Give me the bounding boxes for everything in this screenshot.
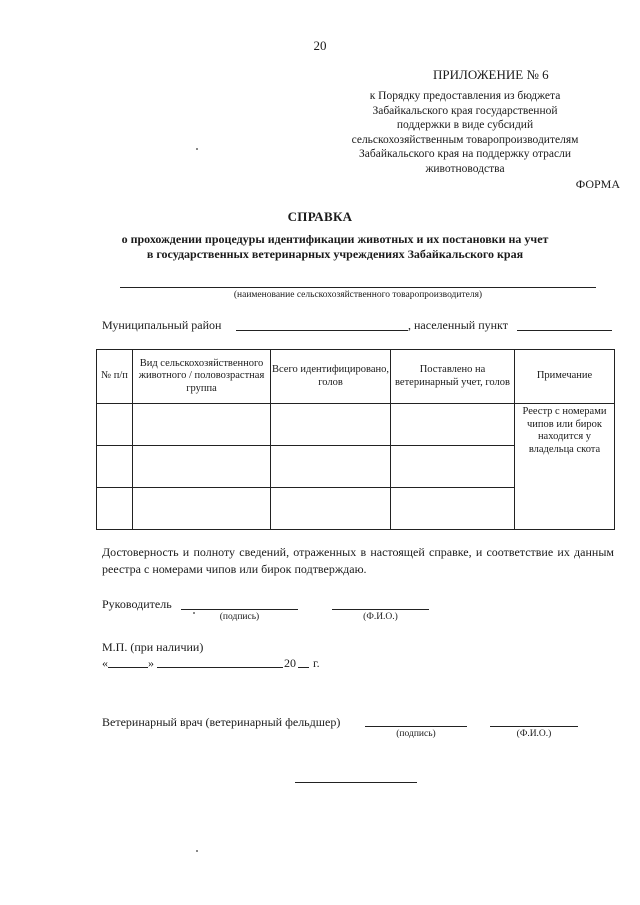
vet-label: Ветеринарный врач (ветеринарный фельдшер): [102, 715, 341, 729]
confirmation-text: Достоверность и полноту сведений, отраженных в настоящей справке, и соответствие их данным реестра с номерами чипов или бирок подтверждаю.: [102, 545, 614, 576]
table-cell[interactable]: [391, 404, 515, 446]
locality-field[interactable]: [517, 330, 612, 331]
order-line: животноводства: [425, 162, 505, 175]
table-cell[interactable]: [133, 446, 271, 488]
note-cell: Реестр с номерами чипов или бирок находится у владельца скота: [515, 404, 615, 530]
date-month-field[interactable]: [157, 667, 283, 668]
date-year-field[interactable]: [298, 667, 309, 668]
year-prefix: 20: [284, 656, 296, 670]
head-signature-field[interactable]: [181, 609, 298, 610]
vet-signature-caption: (подпись): [396, 729, 436, 739]
vet-fio-caption: (Ф.И.О.): [516, 729, 552, 739]
order-line: сельскохозяйственным товаропроизводителям: [351, 133, 579, 146]
date-day-field[interactable]: [108, 667, 148, 668]
table-cell[interactable]: [97, 404, 133, 446]
scan-speck: [196, 148, 198, 150]
year-suffix: г.: [313, 656, 320, 670]
subtitle-line: о прохождении процедуры идентификации животных и их постановки на учет: [121, 232, 549, 246]
head-fio-caption: (Ф.И.О.): [363, 612, 398, 622]
table-cell[interactable]: [97, 488, 133, 530]
head-fio-field[interactable]: [332, 609, 429, 610]
page-number: 20: [313, 38, 327, 53]
vet-fio-field[interactable]: [490, 726, 578, 727]
head-signature-caption: (подпись): [219, 612, 260, 622]
order-line: Забайкальского края государственной: [372, 104, 558, 117]
form-label: ФОРМА: [575, 177, 620, 191]
producer-caption: (наименование сельскохозяйственного товаропроизводителя): [233, 290, 483, 300]
table-cell[interactable]: [271, 446, 391, 488]
date-close-quote: »: [148, 656, 154, 670]
table-cell[interactable]: [133, 488, 271, 530]
table-cell[interactable]: [271, 488, 391, 530]
table-cell[interactable]: [391, 446, 515, 488]
table-cell[interactable]: [133, 404, 271, 446]
table-header-row: [97, 350, 615, 404]
document-title: СПРАВКА: [287, 209, 353, 224]
header-number: № п/п: [97, 350, 133, 404]
stamp-label: М.П. (при наличии): [102, 640, 204, 654]
district-field[interactable]: [236, 330, 408, 331]
header-registered: Поставлено на ветеринарный учет, голов: [391, 350, 515, 404]
table-cell[interactable]: [391, 488, 515, 530]
appendix-heading: ПРИЛОЖЕНИЕ № 6: [433, 67, 549, 82]
date-open-quote: «: [102, 656, 108, 670]
closing-line: [295, 782, 417, 783]
scan-speck: [196, 850, 198, 852]
table-row: [97, 404, 615, 446]
locality-label: , населенный пункт: [408, 318, 508, 332]
identification-table: [96, 349, 615, 530]
head-label: Руководитель: [102, 597, 172, 611]
header-identified: Всего идентифицировано, голов: [271, 350, 391, 404]
order-line: поддержки в виде субсидий: [396, 119, 534, 132]
order-line: Забайкальского края на поддержку отрасли: [359, 148, 571, 161]
order-line: к Порядку предоставления из бюджета: [369, 90, 561, 102]
header-note: Примечание: [515, 350, 615, 404]
scan-speck: [193, 612, 195, 614]
producer-name-field[interactable]: [120, 287, 596, 288]
district-label: Муниципальный район: [102, 318, 222, 332]
header-animal-type: Вид сельскохозяйственного животного / половозрастная группа: [133, 350, 271, 404]
document-subtitle: [40, 232, 630, 261]
order-reference: [340, 89, 590, 177]
table-cell[interactable]: [271, 404, 391, 446]
vet-signature-field[interactable]: [365, 726, 467, 727]
subtitle-line: в государственных ветеринарных учреждениях Забайкальского края: [146, 246, 524, 261]
table-cell[interactable]: [97, 446, 133, 488]
